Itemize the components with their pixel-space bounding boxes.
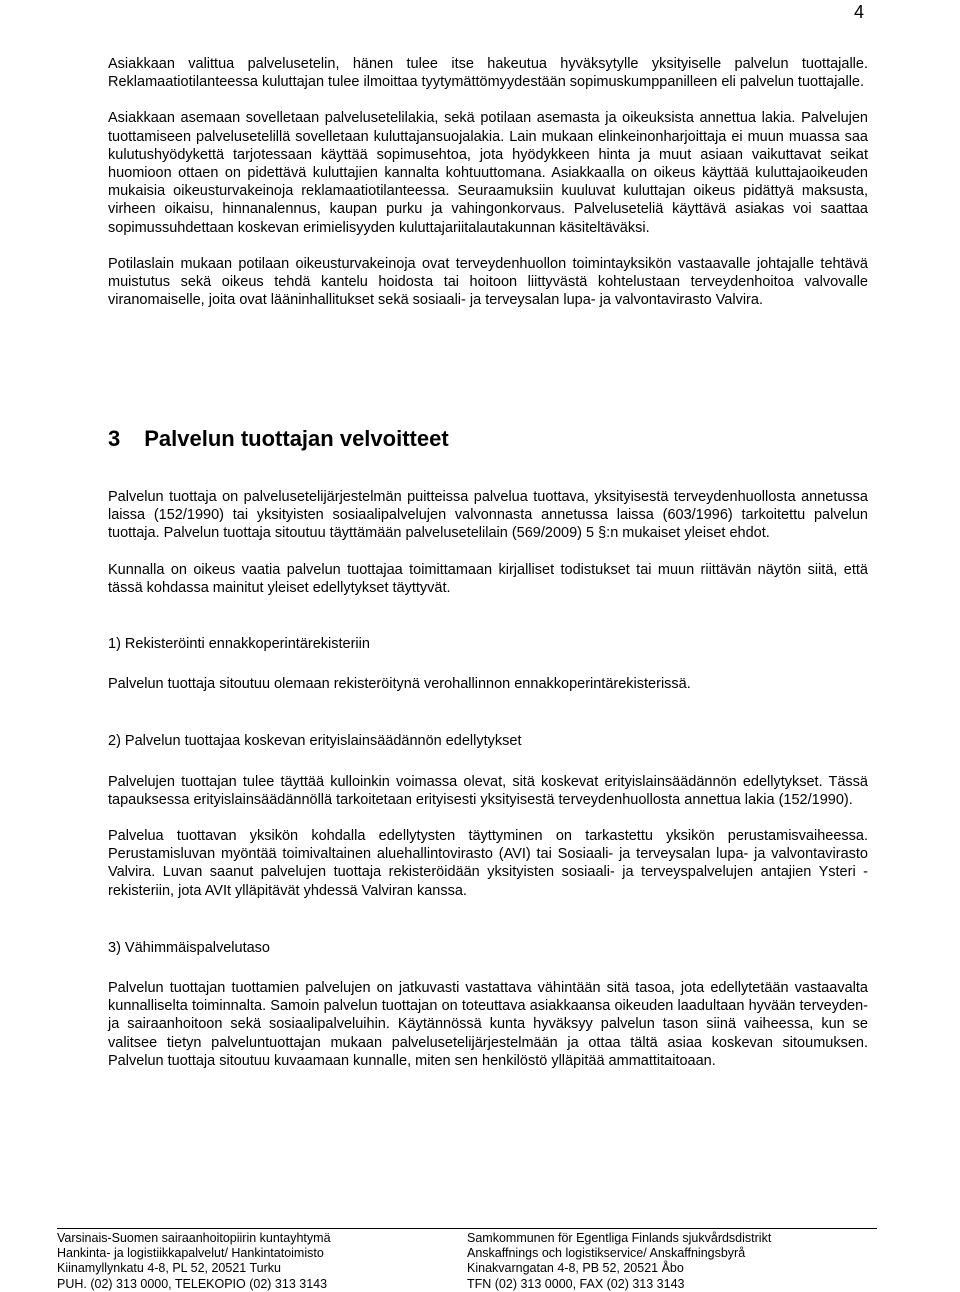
subsection-1-paragraph-1: Palvelun tuottaja sitoutuu olemaan rekisteröitynä verohallinnon ennakkoperintärekisterissä.	[108, 676, 691, 693]
footer-right-line-4: TFN (02) 313 0000, FAX (02) 313 3143	[467, 1276, 685, 1291]
subsection-2-paragraph-2: Palvelua tuottavan yksikön kohdalla edellytysten täyttyminen on tarkastettu yksikön perustamisvaiheessa. Perustamisluvan myöntää toimivaltainen aluehallintovirasto (AVI) tai Sosiaali- ja terveysalan lupa- ja valvontavirasto Valvira. Luvan saanut palvelujen tuottaja rekisteröidään yksityisten sosiaali- ja terveyspalvelujen antajien Ysteri -rekisteriin, jota AVIt ylläpitävät yhdessä Valviran kanssa.	[108, 828, 868, 899]
page-footer	[57, 1228, 877, 1292]
footer-swedish	[467, 1231, 877, 1292]
subsection-heading-1: 1) Rekisteröinti ennakkoperintärekisteriin	[108, 636, 370, 653]
footer-left-line-3: Kiinamyllynkatu 4-8, PL 52, 20521 Turku	[57, 1261, 281, 1276]
section-number: 3	[108, 426, 121, 451]
subsection-heading-3: 3) Vähimmäispalvelutaso	[108, 939, 270, 956]
footer-finnish	[57, 1231, 467, 1292]
footer-right-line-2: Anskaffnings och logistikservice/ Anskaffningsbyrå	[467, 1246, 746, 1261]
section-paragraph-1: Palvelun tuottaja on palvelusetelijärjestelmän puitteissa palvelua tuottava, yksityisestä terveydenhuollosta annetussa laissa (152/1990) tai yksityisten sosiaalipalvelujen valvonnasta annetussa laissa (603/1996) tarkoitettu palvelun tuottaja. Palvelun tuottaja sitoutuu täyttämään palvelusetelilain (569/2009) 5 §:n mukaiset yleiset ehdot.	[108, 489, 868, 542]
subsection-2-paragraph-1: Palvelujen tuottajan tulee täyttää kulloinkin voimassa olevat, sitä koskevat erityislainsäädännön edellytykset. Tässä tapauksessa erityislainsäädännöllä tarkoitetaan erityisesti yksityisestä terveydenhuollosta annettua lakia (152/1990).	[108, 773, 868, 808]
footer-left-line-4: PUH. (02) 313 0000, TELEKOPIO (02) 313 3143	[57, 1276, 328, 1291]
footer-right-line-1: Samkommunen för Egentliga Finlands sjukvårdsdistrikt	[467, 1231, 772, 1245]
page-number: 4	[853, 2, 864, 22]
subsection-heading-2: 2) Palvelun tuottajaa koskevan erityislainsäädännön edellytykset	[108, 733, 522, 750]
footer-left-line-2: Hankinta- ja logistiikkapalvelut/ Hankintatoimisto	[57, 1246, 324, 1261]
subsection-3-paragraph-1: Palvelun tuottajan tuottamien palvelujen on jatkuvasti vastattava vähintään sitä tasoa, jota edellytetään vastaavalta kunnalliselta toiminnalta. Samoin palvelun tuottajan on toteuttava asiakkaansa oikeuden laadultaan hyvään terveyden- ja sairaanhoitoon sekä sosiaalipalveluihin. Käytännössä kunta hyväksyy palvelun tason siinä vaiheessa, kun se valitsee tietyn palveluntuottajan mukaan palvelusetelijärjestelmään ja ottaa tältä asiaa koskevan sitoumuksen. Palvelun tuottaja sitoutuu kuvaamaan kunnalle, miten sen henkilöstö ylläpitää ammattitaitoaan.	[108, 980, 868, 1069]
section-body	[108, 488, 868, 1070]
section-title: Palvelun tuottajan velvoitteet	[144, 426, 449, 451]
document-body	[108, 55, 868, 309]
section-heading	[108, 426, 449, 452]
intro-paragraph-2: Asiakkaan asemaan sovelletaan palvelusetelilakia, sekä potilaan asemasta ja oikeuksista annettua lakia. Palvelujen tuottamiseen palvelusetelillä sovelletaan kuluttajansuojalakia. Lain mukaan elinkeinonharjoittaja ei muun muassa saa kulutushyödykettä tarjotessaan käyttää sopimusehtoa, jota hyödykkeen hinta ja muut asiaan vaikuttavat seikat huomioon ottaen on pidettävä kuluttajien kannalta kohtuuttomana. Asiakkaalla on oikeus käyttää kuluttajaoikeuden mukaisia oikeusturvakeinoja reklamaatiotilanteessa. Seuraamuksiin kuuluvat kuluttajan oikeus pidättyä maksusta, virheen oikaisu, hinnanalennus, kaupan purku ja vahingonkorvaus. Palveluseteliä käyttävä asiakas voi saattaa sopimussuhdettaan koskevan erimielisyyden kuluttajariitalautakunnan käsiteltäväksi.	[108, 110, 868, 236]
footer-right-line-3: Kinakvarngatan 4-8, PB 52, 20521 Åbo	[467, 1261, 684, 1276]
footer-left-line-1: Varsinais-Suomen sairaanhoitopiirin kuntayhtymä	[57, 1231, 331, 1245]
intro-paragraph-1: Asiakkaan valittua palvelusetelin, hänen tulee itse hakeutua hyväksytylle yksityiselle palvelun tuottajalle. Reklamaatiotilanteessa kuluttajan tulee ilmoittaa tyytymättömyydestään sopimuskumppanilleen eli palvelun tuottajalle.	[108, 56, 868, 91]
intro-paragraph-3: Potilaslain mukaan potilaan oikeusturvakeinoja ovat terveydenhuollon toimintayksikön vastaavalle johtajalle tehtävä muistutus sekä oikeus tehdä kantelu hoidosta tai hoitoon liittyvästä kohtelustaan terveydenhoitoa valvovalle viranomaiselle, joita ovat lääninhallitukset sekä sosiaali- ja terveysalan lupa- ja valvontavirasto Valvira.	[108, 255, 868, 309]
section-paragraph-2: Kunnalla on oikeus vaatia palvelun tuottajaa toimittamaan kirjalliset todistukset tai muun riittävän näytön siitä, että tässä kohdassa mainitut yleiset edellytykset täyttyvät.	[108, 561, 868, 596]
